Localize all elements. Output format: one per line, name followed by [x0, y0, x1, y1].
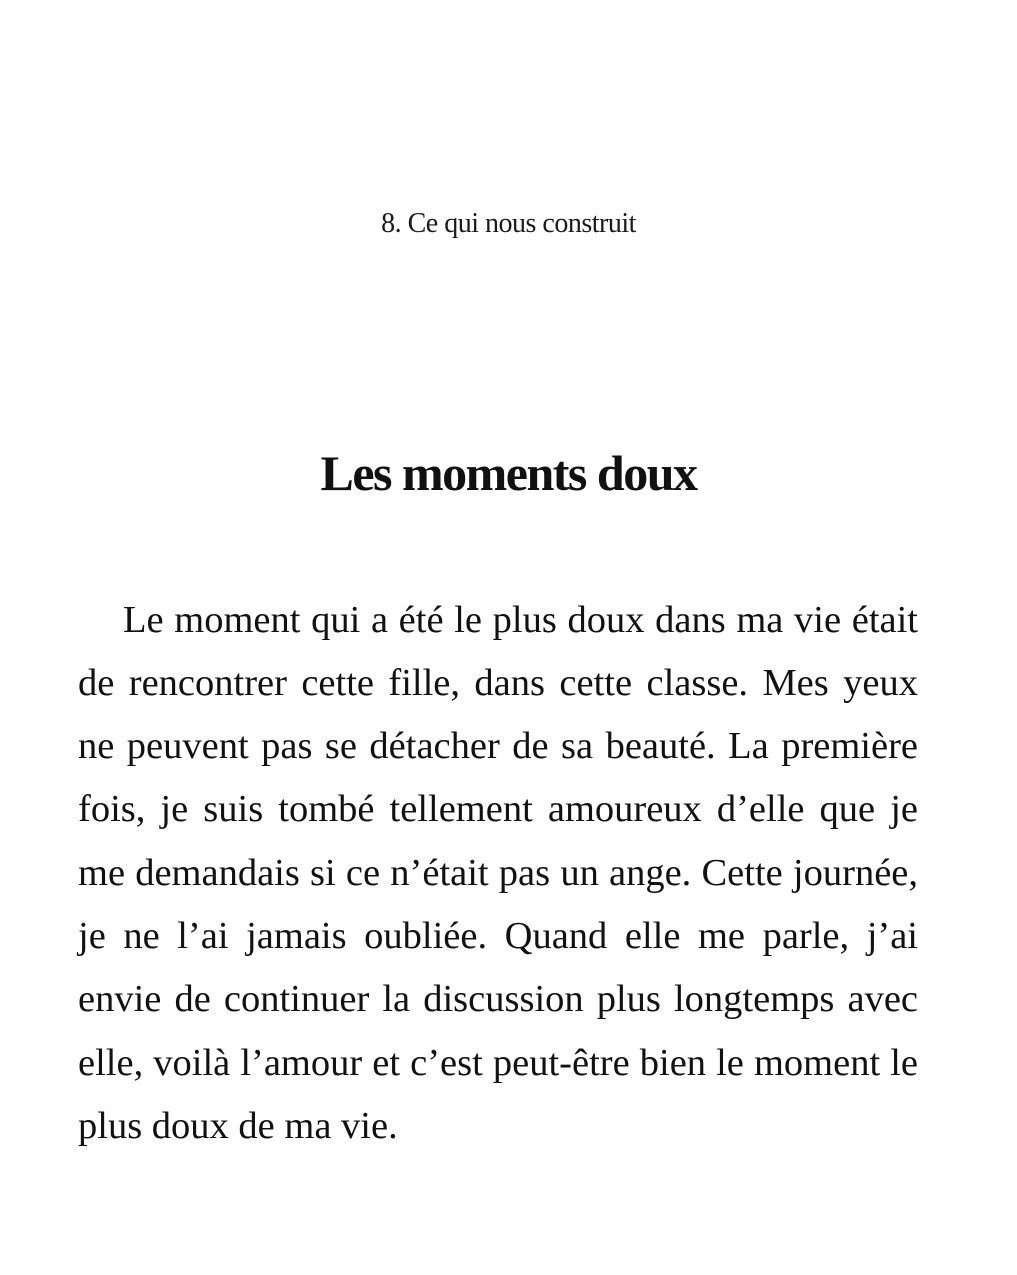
body-paragraph: Le moment qui a été le plus doux dans ma vie était de rencontrer cette fille, dans cette classe. Mes yeux ne peuvent pas se détacher de sa beauté. La première fois, je suis tombé tellement amoureux d’elle que je me demandais si ce n’était pas un ange. Cette journée, je ne l’ai jamais oubliée. Quand elle me parle, j’ai envie de continuer la discussion plus longtemps avec elle, voilà l’amour et c’est peut‑être bien le moment le plus doux de ma vie. [78, 598, 918, 1147]
running-header: 8. Ce qui nous construit [381, 208, 636, 239]
chapter-title: Les moments doux [320, 444, 697, 501]
